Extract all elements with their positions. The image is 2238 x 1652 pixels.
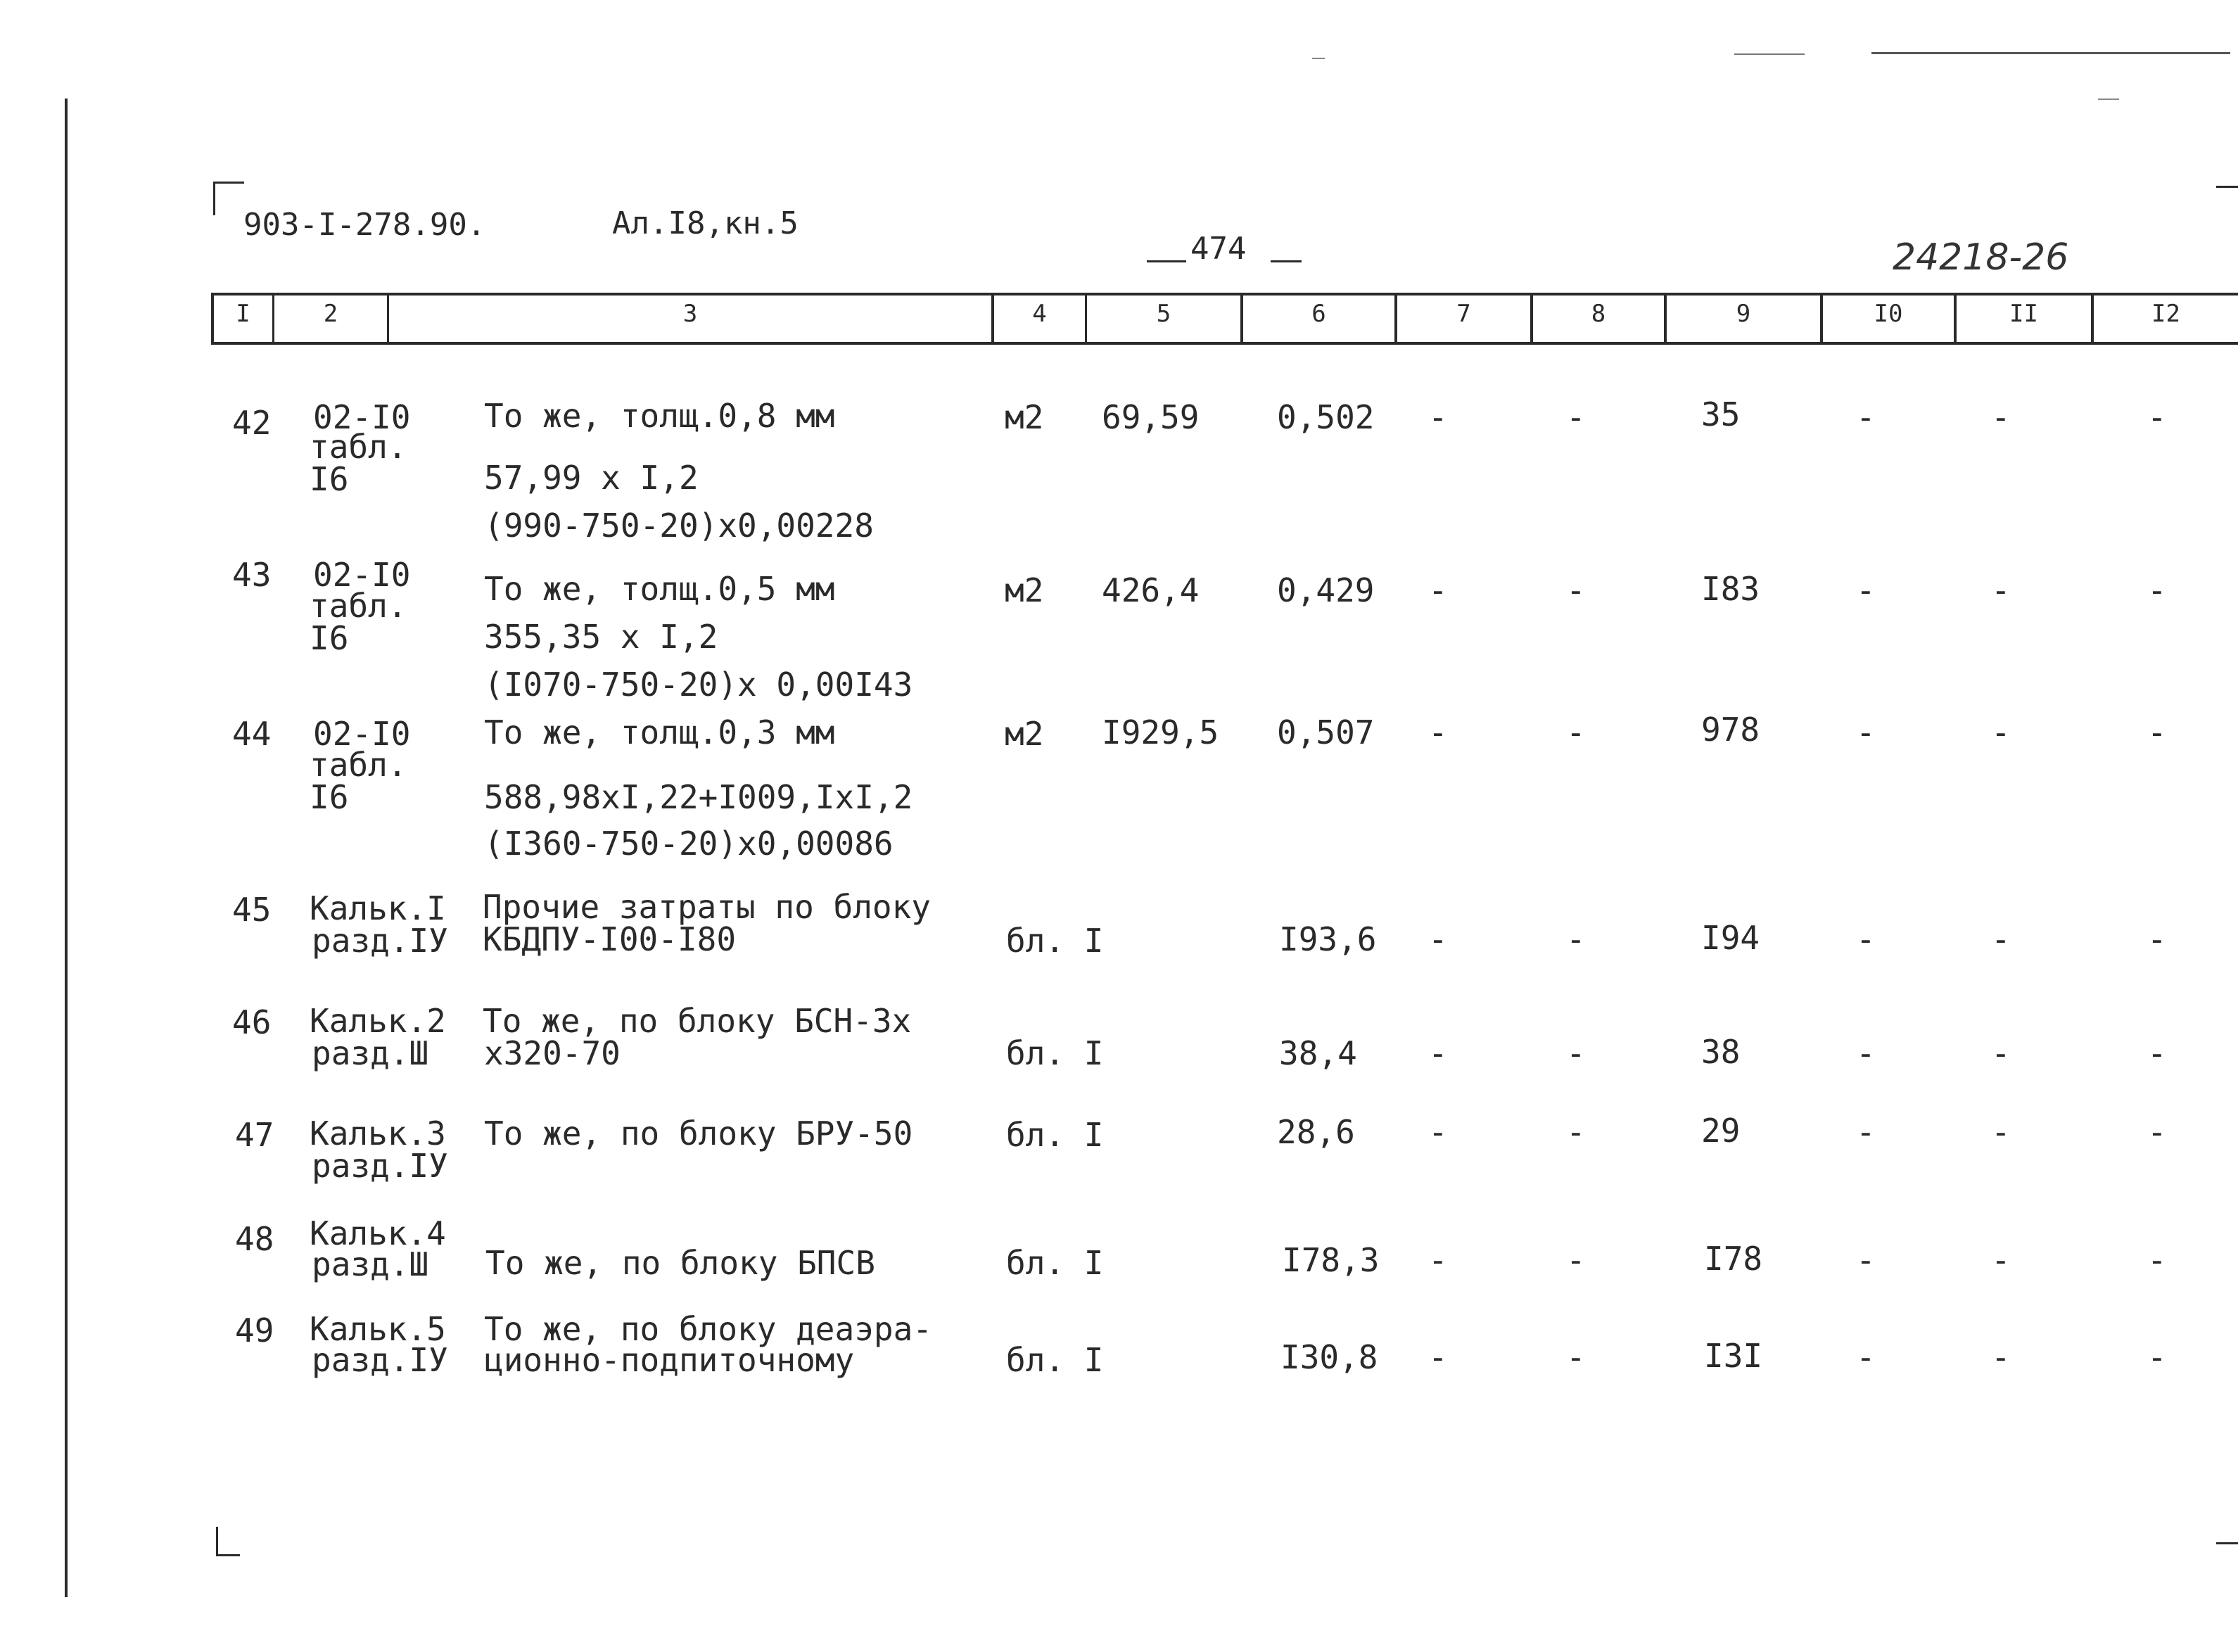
row-number: 43	[232, 556, 272, 594]
top-scan-line	[1871, 52, 2230, 54]
col7-value: -	[1428, 713, 1448, 751]
description-calc: (990-750-20)x0,00228	[484, 507, 874, 545]
col11-value: -	[1991, 920, 2011, 958]
ref-section: разд.IУ	[312, 1147, 448, 1185]
col12-value: -	[2147, 920, 2167, 958]
column-header: 7	[1456, 300, 1471, 328]
unit: м2	[1005, 715, 1044, 753]
col9-value: 29	[1701, 1112, 1741, 1150]
description-calc: (I070-750-20)x 0,00I43	[484, 666, 913, 704]
col11-value: -	[1991, 1338, 2011, 1376]
unit: бл. I	[1006, 922, 1104, 960]
page-number: 474	[1190, 231, 1247, 267]
col6-value: I30,8	[1280, 1338, 1378, 1376]
ref-code: 02-I0	[313, 715, 411, 753]
col8-value: -	[1566, 1113, 1586, 1151]
corner-mark-top-vertical	[213, 182, 215, 215]
col10-value: -	[1856, 398, 1876, 436]
col10-value: -	[1856, 1034, 1876, 1072]
col12-value: -	[2147, 1034, 2167, 1072]
quantity: 69,59	[1102, 398, 1200, 436]
col10-value: -	[1856, 1113, 1876, 1151]
ref-code: 02-I0	[313, 398, 411, 436]
row-number: 46	[232, 1003, 272, 1041]
description: Прочие затраты по блоку	[483, 888, 931, 926]
unit: м2	[1005, 398, 1044, 436]
column-header: I0	[1874, 300, 1903, 328]
document-code: 903-I-278.90.	[243, 207, 486, 243]
top-scan-dash-2	[1312, 58, 1325, 59]
description: То же, по блоку БСН-3х	[483, 1002, 912, 1040]
col12-value: -	[2147, 398, 2167, 436]
ref-table: табл.	[310, 587, 407, 625]
right-edge-mark	[2216, 186, 2238, 188]
quantity: 426,4	[1102, 571, 1200, 609]
quantity: I929,5	[1102, 713, 1219, 751]
col9-value: I94	[1701, 919, 1760, 957]
col6-value: 0,502	[1277, 398, 1375, 436]
corner-mark-top-horizontal	[213, 182, 244, 184]
column-header: 6	[1311, 300, 1326, 328]
col8-value: -	[1566, 571, 1586, 609]
description-calc: 355,35 x I,2	[484, 618, 718, 656]
ref-section: разд.IУ	[312, 922, 448, 960]
top-scan-dash-3	[2098, 99, 2119, 100]
col10-value: -	[1856, 571, 1876, 609]
top-scan-dash	[1734, 53, 1805, 55]
description-calc: (I360-750-20)x0,00086	[484, 825, 894, 863]
col11-value: -	[1991, 1113, 2011, 1151]
col10-value: -	[1856, 1241, 1876, 1279]
col12-value: -	[2147, 1113, 2167, 1151]
col7-value: -	[1428, 571, 1448, 609]
col7-value: -	[1428, 1113, 1448, 1151]
col7-value: -	[1428, 1034, 1448, 1072]
col8-value: -	[1566, 1034, 1586, 1072]
handwritten-sheet-number: 24218-26	[1893, 236, 2069, 279]
description-block: КБДПУ-I00-I80	[483, 920, 737, 958]
col6-value: 0,507	[1277, 713, 1375, 751]
col9-value: 978	[1701, 711, 1760, 749]
column-header: I	[236, 300, 250, 328]
unit: бл. I	[1006, 1116, 1104, 1154]
column-header: 9	[1736, 300, 1751, 328]
col12-value: -	[2147, 713, 2167, 751]
column-header: 8	[1591, 300, 1606, 328]
col8-value: -	[1566, 1338, 1586, 1376]
col11-value: -	[1991, 398, 2011, 436]
ref-section: разд.Ш	[312, 1245, 429, 1283]
right-edge-mark-2	[2216, 1542, 2238, 1544]
description: То же, по блоку БРУ-50	[484, 1114, 913, 1152]
ref-code: Кальк.4	[310, 1214, 446, 1252]
col9-value: 38	[1701, 1033, 1741, 1071]
column-header: 3	[682, 300, 698, 328]
column-header: 4	[1032, 300, 1047, 328]
unit: бл. I	[1006, 1341, 1104, 1379]
description-block: ционно-подпиточному	[484, 1341, 855, 1379]
ref-code: Кальк.3	[310, 1114, 446, 1152]
ref-code: 02-I0	[313, 556, 411, 594]
ref-code: Кальк.2	[310, 1002, 446, 1040]
col12-value: -	[2147, 571, 2167, 609]
ref-section: разд.Ш	[312, 1034, 429, 1072]
description-calc: 57,99 x I,2	[484, 459, 699, 497]
ref-table: табл.	[310, 428, 407, 466]
ref-section: разд.IУ	[312, 1341, 448, 1379]
col7-value: -	[1428, 398, 1448, 436]
col11-value: -	[1991, 571, 2011, 609]
row-number: 49	[235, 1311, 274, 1349]
unit: бл. I	[1006, 1034, 1104, 1072]
col12-value: -	[2147, 1338, 2167, 1376]
col6-value: 0,429	[1277, 571, 1375, 609]
col7-value: -	[1428, 1241, 1448, 1279]
description: То же, по блоку деаэра-	[484, 1310, 932, 1348]
description: То же, толщ.0,5 мм	[484, 570, 835, 608]
description-block: х320-70	[484, 1034, 621, 1072]
album-reference: Ал.I8,кн.5	[612, 205, 799, 241]
ref-code: Кальк.I	[310, 889, 446, 927]
column-header: 2	[323, 300, 338, 328]
column-header: I2	[2151, 300, 2180, 328]
row-number: 44	[232, 715, 272, 753]
col11-value: -	[1991, 713, 2011, 751]
col11-value: -	[1991, 1241, 2011, 1279]
ref-number: I6	[310, 460, 349, 498]
corner-mark-bottom-horizontal	[216, 1554, 240, 1556]
column-header: 5	[1156, 300, 1171, 328]
col8-value: -	[1566, 1241, 1586, 1279]
col8-value: -	[1566, 920, 1586, 958]
col11-value: -	[1991, 1034, 2011, 1072]
col10-value: -	[1856, 1338, 1876, 1376]
col6-value: 38,4	[1279, 1034, 1357, 1072]
row-number: 48	[235, 1220, 274, 1258]
ref-number: I6	[310, 619, 349, 657]
page-number-dash-right	[1271, 260, 1302, 262]
col8-value: -	[1566, 713, 1586, 751]
col8-value: -	[1566, 398, 1586, 436]
col6-value: 28,6	[1277, 1113, 1355, 1151]
page-number-dash-left	[1147, 260, 1186, 262]
left-binding-line	[65, 99, 68, 1597]
ref-code: Кальк.5	[310, 1310, 446, 1348]
col7-value: -	[1428, 1338, 1448, 1376]
description: То же, толщ.0,8 мм	[484, 397, 835, 435]
description-calc: 588,98xI,22+I009,IxI,2	[484, 778, 913, 816]
col12-value: -	[2147, 1241, 2167, 1279]
ref-number: I6	[310, 778, 349, 816]
col9-value: I83	[1701, 570, 1760, 608]
col10-value: -	[1856, 713, 1876, 751]
col9-value: 35	[1701, 395, 1741, 433]
unit: м2	[1005, 571, 1044, 609]
col9-value: I78	[1704, 1240, 1763, 1278]
col7-value: -	[1428, 920, 1448, 958]
description: То же, по блоку БПСВ	[485, 1244, 875, 1282]
row-number: 42	[232, 404, 272, 442]
unit: бл. I	[1006, 1244, 1104, 1282]
description: То же, толщ.0,3 мм	[484, 713, 835, 751]
row-number: 47	[235, 1116, 274, 1154]
row-number: 45	[232, 891, 272, 929]
column-header: II	[2009, 300, 2038, 328]
col6-value: I78,3	[1282, 1241, 1380, 1279]
col6-value: I93,6	[1279, 920, 1377, 958]
col9-value: I3I	[1704, 1337, 1763, 1375]
corner-mark-bottom-vertical	[216, 1527, 218, 1556]
col10-value: -	[1856, 920, 1876, 958]
ref-table: табл.	[310, 746, 407, 784]
